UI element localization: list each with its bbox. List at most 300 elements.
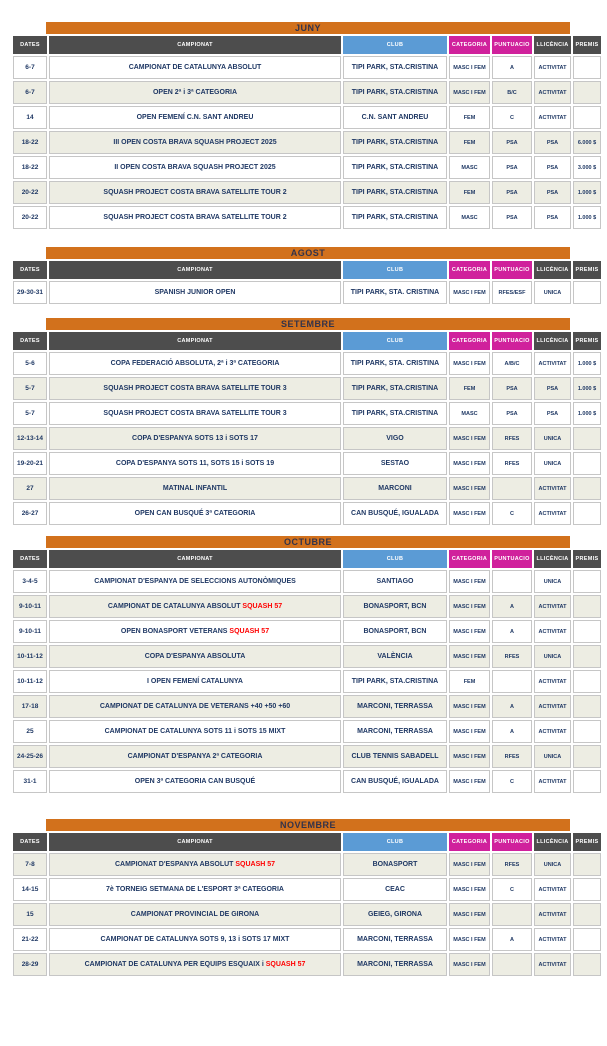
column-header-categoria: CATEGORIA (449, 261, 490, 279)
column-header-club: CLUB (343, 36, 447, 54)
cell-categoria: FEM (449, 106, 490, 129)
cell-puntuacio (492, 903, 532, 926)
campionat-text: CAMPIONAT D'ESPANYA 2ª CATEGORIA (127, 753, 263, 760)
column-header-puntuacio: PUNTUACIO (492, 261, 532, 279)
campionat-text: SQUASH PROJECT COSTA BRAVA SATELLITE TOUR 3 (103, 385, 287, 392)
campionat-text: OPEN CAN BUSQUÉ 3ª CATEGORIA (134, 510, 256, 517)
cell-club: SANTIAGO (343, 570, 447, 593)
cell-llicencia: ACTIVITAT (534, 695, 571, 718)
cell-campionat (49, 281, 341, 304)
table-row (13, 853, 601, 876)
cell-campionat (49, 206, 341, 229)
column-header-dates: DATES (13, 550, 47, 568)
cell-llicencia: ACTIVITAT (534, 56, 571, 79)
column-header-llicncia: LLICÈNCIA (534, 261, 571, 279)
campionat-text: OPEN 2ª i 3ª CATEGORIA (152, 89, 237, 96)
cell-categoria: MASC I FEM (449, 620, 490, 643)
month-label: NOVEMBRE (279, 820, 336, 830)
month-label: OCTUBRE (284, 537, 332, 547)
campionat-text: COPA D'ESPANYA ABSOLUTA (144, 653, 246, 660)
month-header (46, 536, 570, 548)
campionat-text: CAMPIONAT DE CATALUNYA PER EQUIPS ESQUAIX i (84, 961, 264, 968)
cell-club: TIPI PARK, STA.CRISTINA (343, 670, 447, 693)
cell-dates: 9-10-11 (13, 595, 47, 618)
month-header (46, 819, 570, 831)
campionat-highlight: SQUASH 57 (233, 861, 276, 868)
cell-campionat (49, 131, 341, 154)
campionat-text: OPEN FEMENÍ C.N. SANT ANDREU (136, 114, 254, 121)
cell-campionat (49, 878, 341, 901)
column-header-premis: PREMIS (573, 261, 601, 279)
cell-dates: 5-7 (13, 402, 47, 425)
table-row (13, 770, 601, 793)
cell-puntuacio: A (492, 928, 532, 951)
cell-puntuacio: C (492, 770, 532, 793)
cell-premis (573, 695, 601, 718)
cell-llicencia: ACTIVITAT (534, 106, 571, 129)
cell-dates: 12-13-14 (13, 427, 47, 450)
cell-premis (573, 670, 601, 693)
cell-puntuacio: B/C (492, 81, 532, 104)
column-header-puntuacio: PUNTUACIO (492, 332, 532, 350)
cell-puntuacio: C (492, 502, 532, 525)
cell-campionat (49, 377, 341, 400)
campionat-text: OPEN 3ª CATEGORIA CAN BUSQUÉ (134, 778, 256, 785)
cell-llicencia: PSA (534, 377, 571, 400)
column-header-premis: PREMIS (573, 550, 601, 568)
cell-campionat (49, 695, 341, 718)
cell-premis: 1.000 $ (573, 352, 601, 375)
cell-club: MARCONI, TERRASSA (343, 928, 447, 951)
cell-campionat (49, 770, 341, 793)
cell-club: CLUB TENNIS SABADELL (343, 745, 447, 768)
cell-categoria: MASC I FEM (449, 770, 490, 793)
campionat-text: MATINAL INFANTIL (162, 485, 228, 492)
cell-club: MARCONI, TERRASSA (343, 720, 447, 743)
cell-premis (573, 645, 601, 668)
cell-llicencia: ACTIVITAT (534, 903, 571, 926)
cell-premis: 1.000 $ (573, 181, 601, 204)
cell-campionat (49, 953, 341, 976)
cell-categoria: MASC I FEM (449, 695, 490, 718)
column-header-dates: DATES (13, 332, 47, 350)
month-section (11, 318, 603, 527)
cell-llicencia: ACTIVITAT (534, 770, 571, 793)
column-header-llicncia: LLICÈNCIA (534, 833, 571, 851)
cell-premis: 6.000 $ (573, 131, 601, 154)
cell-premis (573, 620, 601, 643)
cell-dates: 20-22 (13, 181, 47, 204)
month-label: JUNY (294, 23, 321, 33)
cell-campionat (49, 595, 341, 618)
column-header-puntuacio: PUNTUACIO (492, 550, 532, 568)
cell-campionat (49, 427, 341, 450)
cell-categoria: MASC (449, 402, 490, 425)
cell-campionat (49, 903, 341, 926)
cell-puntuacio: RFES (492, 645, 532, 668)
cell-llicencia: ACTIVITAT (534, 477, 571, 500)
cell-premis (573, 953, 601, 976)
campionat-text: SQUASH PROJECT COSTA BRAVA SATELLITE TOUR 2 (103, 214, 287, 221)
calendar (0, 22, 607, 978)
cell-dates: 14 (13, 106, 47, 129)
table-row (13, 695, 601, 718)
schedule-table (11, 34, 603, 231)
cell-categoria: MASC I FEM (449, 878, 490, 901)
cell-premis (573, 502, 601, 525)
month-header (46, 247, 570, 259)
cell-club: BONASPORT (343, 853, 447, 876)
cell-llicencia: ACTIVITAT (534, 720, 571, 743)
column-header-campionat: CAMPIONAT (49, 36, 341, 54)
column-header-llicncia: LLICÈNCIA (534, 550, 571, 568)
cell-campionat (49, 745, 341, 768)
campionat-text: CAMPIONAT DE CATALUNYA DE VETERANS +40 +50 +60 (99, 703, 291, 710)
schedule-table (11, 548, 603, 795)
month-section (11, 819, 603, 978)
cell-llicencia: ACTIVITAT (534, 595, 571, 618)
cell-llicencia: ACTIVITAT (534, 620, 571, 643)
cell-categoria: MASC (449, 206, 490, 229)
column-header-puntuacio: PUNTUACIO (492, 36, 532, 54)
cell-llicencia: ACTIVITAT (534, 81, 571, 104)
cell-club: VALÈNCIA (343, 645, 447, 668)
cell-llicencia: UNICA (534, 452, 571, 475)
table-row (13, 181, 601, 204)
cell-categoria: FEM (449, 131, 490, 154)
cell-categoria: FEM (449, 377, 490, 400)
cell-puntuacio: A (492, 56, 532, 79)
cell-premis (573, 81, 601, 104)
cell-premis (573, 452, 601, 475)
table-row (13, 56, 601, 79)
campionat-text: SPANISH JUNIOR OPEN (154, 289, 236, 296)
month-section (11, 247, 603, 306)
table-row (13, 452, 601, 475)
header-row (13, 36, 601, 54)
cell-puntuacio: A (492, 620, 532, 643)
cell-club: TIPI PARK, STA. CRISTINA (343, 281, 447, 304)
table-row (13, 156, 601, 179)
column-header-categoria: CATEGORIA (449, 833, 490, 851)
table-row (13, 377, 601, 400)
table-row (13, 281, 601, 304)
cell-premis (573, 106, 601, 129)
cell-categoria: MASC I FEM (449, 477, 490, 500)
cell-dates: 19-20-21 (13, 452, 47, 475)
campionat-highlight: SQUASH 57 (227, 628, 270, 635)
cell-puntuacio: C (492, 106, 532, 129)
table-row (13, 570, 601, 593)
table-row (13, 670, 601, 693)
cell-llicencia: PSA (534, 156, 571, 179)
table-row (13, 502, 601, 525)
table-row (13, 620, 601, 643)
cell-categoria: MASC I FEM (449, 853, 490, 876)
cell-puntuacio: RFES (492, 452, 532, 475)
cell-puntuacio (492, 570, 532, 593)
campionat-text: CAMPIONAT D'ESPANYA DE SELECCIONS AUTONÒMIQUES (94, 578, 296, 585)
cell-club: TIPI PARK, STA.CRISTINA (343, 156, 447, 179)
cell-club: BONASPORT, BCN (343, 620, 447, 643)
cell-puntuacio: RFES (492, 853, 532, 876)
cell-campionat (49, 502, 341, 525)
cell-dates: 5-7 (13, 377, 47, 400)
column-header-campionat: CAMPIONAT (49, 550, 341, 568)
table-row (13, 427, 601, 450)
cell-llicencia: UNICA (534, 570, 571, 593)
cell-club: TIPI PARK, STA.CRISTINA (343, 377, 447, 400)
cell-llicencia: PSA (534, 131, 571, 154)
cell-puntuacio: PSA (492, 402, 532, 425)
cell-campionat (49, 452, 341, 475)
table-row (13, 352, 601, 375)
cell-llicencia: UNICA (534, 745, 571, 768)
cell-premis (573, 903, 601, 926)
cell-llicencia: ACTIVITAT (534, 352, 571, 375)
campionat-text: III OPEN COSTA BRAVA SQUASH PROJECT 2025 (113, 139, 277, 146)
cell-campionat (49, 928, 341, 951)
cell-dates: 18-22 (13, 131, 47, 154)
cell-premis (573, 477, 601, 500)
cell-campionat (49, 570, 341, 593)
month-header (46, 318, 570, 330)
cell-puntuacio: A (492, 720, 532, 743)
cell-categoria: MASC I FEM (449, 427, 490, 450)
header-row (13, 550, 601, 568)
cell-llicencia: PSA (534, 402, 571, 425)
cell-campionat (49, 352, 341, 375)
cell-categoria: FEM (449, 670, 490, 693)
column-header-club: CLUB (343, 332, 447, 350)
table-row (13, 745, 601, 768)
campionat-text: CAMPIONAT DE CATALUNYA ABSOLUT (107, 603, 241, 610)
column-header-premis: PREMIS (573, 36, 601, 54)
cell-puntuacio: A (492, 595, 532, 618)
cell-premis (573, 56, 601, 79)
cell-llicencia: ACTIVITAT (534, 928, 571, 951)
cell-club: TIPI PARK, STA.CRISTINA (343, 81, 447, 104)
cell-club: CAN BUSQUÉ, IGUALADA (343, 770, 447, 793)
cell-club: CEAC (343, 878, 447, 901)
campionat-highlight: SQUASH 57 (240, 603, 283, 610)
column-header-campionat: CAMPIONAT (49, 332, 341, 350)
cell-campionat (49, 620, 341, 643)
table-row (13, 928, 601, 951)
cell-dates: 20-22 (13, 206, 47, 229)
cell-puntuacio: PSA (492, 131, 532, 154)
cell-club: VIGO (343, 427, 447, 450)
campionat-text: CAMPIONAT DE CATALUNYA SOTS 11 i SOTS 15 MIXT (104, 728, 286, 735)
cell-premis (573, 770, 601, 793)
cell-dates: 27 (13, 477, 47, 500)
table-row (13, 477, 601, 500)
schedule-table (11, 259, 603, 306)
cell-campionat (49, 81, 341, 104)
column-header-llicncia: LLICÈNCIA (534, 332, 571, 350)
cell-campionat (49, 645, 341, 668)
cell-dates: 21-22 (13, 928, 47, 951)
cell-puntuacio (492, 953, 532, 976)
cell-llicencia: UNICA (534, 645, 571, 668)
cell-campionat (49, 720, 341, 743)
cell-club: C.N. SANT ANDREU (343, 106, 447, 129)
cell-campionat (49, 156, 341, 179)
column-header-categoria: CATEGORIA (449, 550, 490, 568)
campionat-text: CAMPIONAT D'ESPANYA ABSOLUT (114, 861, 234, 868)
cell-categoria: MASC I FEM (449, 645, 490, 668)
cell-dates: 25 (13, 720, 47, 743)
cell-campionat (49, 56, 341, 79)
cell-club: BONASPORT, BCN (343, 595, 447, 618)
cell-campionat (49, 181, 341, 204)
cell-dates: 14-15 (13, 878, 47, 901)
cell-categoria: MASC I FEM (449, 570, 490, 593)
cell-dates: 6-7 (13, 56, 47, 79)
cell-llicencia: PSA (534, 206, 571, 229)
column-header-puntuacio: PUNTUACIO (492, 833, 532, 851)
table-row (13, 106, 601, 129)
table-row (13, 645, 601, 668)
cell-club: TIPI PARK, STA.CRISTINA (343, 131, 447, 154)
cell-llicencia: ACTIVITAT (534, 670, 571, 693)
cell-puntuacio: RFES (492, 745, 532, 768)
cell-llicencia: ACTIVITAT (534, 502, 571, 525)
cell-campionat (49, 670, 341, 693)
cell-club: TIPI PARK, STA.CRISTINA (343, 206, 447, 229)
campionat-text: SQUASH PROJECT COSTA BRAVA SATELLITE TOUR 3 (103, 410, 287, 417)
schedule-table (11, 330, 603, 527)
column-header-categoria: CATEGORIA (449, 36, 490, 54)
cell-puntuacio: PSA (492, 156, 532, 179)
cell-categoria: MASC I FEM (449, 595, 490, 618)
column-header-club: CLUB (343, 833, 447, 851)
cell-puntuacio: RFES/ESF (492, 281, 532, 304)
cell-llicencia: UNICA (534, 853, 571, 876)
table-row (13, 595, 601, 618)
campionat-text: CAMPIONAT DE CATALUNYA ABSOLUT (128, 64, 262, 71)
cell-puntuacio: C (492, 878, 532, 901)
cell-premis (573, 928, 601, 951)
cell-categoria: MASC I FEM (449, 502, 490, 525)
table-row (13, 903, 601, 926)
column-header-campionat: CAMPIONAT (49, 261, 341, 279)
cell-puntuacio (492, 477, 532, 500)
schedule-table (11, 831, 603, 978)
cell-puntuacio: RFES (492, 427, 532, 450)
campionat-text: CAMPIONAT PROVINCIAL DE GIRONA (130, 911, 260, 918)
cell-categoria: FEM (449, 181, 490, 204)
column-header-llicncia: LLICÈNCIA (534, 36, 571, 54)
cell-dates: 10-11-12 (13, 645, 47, 668)
cell-llicencia: UNICA (534, 427, 571, 450)
cell-puntuacio (492, 670, 532, 693)
cell-dates: 15 (13, 903, 47, 926)
month-section (11, 536, 603, 795)
column-header-categoria: CATEGORIA (449, 332, 490, 350)
campionat-highlight: SQUASH 57 (263, 961, 306, 968)
cell-premis: 1.000 $ (573, 402, 601, 425)
cell-categoria: MASC I FEM (449, 745, 490, 768)
column-header-club: CLUB (343, 550, 447, 568)
cell-premis: 3.000 $ (573, 156, 601, 179)
cell-categoria: MASC I FEM (449, 56, 490, 79)
cell-premis (573, 281, 601, 304)
cell-campionat (49, 853, 341, 876)
header-row (13, 332, 601, 350)
month-label: SETEMBRE (280, 319, 335, 329)
cell-premis (573, 853, 601, 876)
cell-puntuacio: PSA (492, 377, 532, 400)
cell-club: CAN BUSQUÉ, IGUALADA (343, 502, 447, 525)
column-header-dates: DATES (13, 833, 47, 851)
cell-premis: 1.000 $ (573, 206, 601, 229)
cell-dates: 24-25-26 (13, 745, 47, 768)
cell-club: TIPI PARK, STA.CRISTINA (343, 181, 447, 204)
campionat-text: SQUASH PROJECT COSTA BRAVA SATELLITE TOUR 2 (103, 189, 287, 196)
table-row (13, 81, 601, 104)
cell-categoria: MASC (449, 156, 490, 179)
cell-premis (573, 720, 601, 743)
cell-categoria: MASC I FEM (449, 720, 490, 743)
cell-llicencia: ACTIVITAT (534, 953, 571, 976)
cell-dates: 9-10-11 (13, 620, 47, 643)
cell-club: TIPI PARK, STA. CRISTINA (343, 352, 447, 375)
cell-categoria: MASC I FEM (449, 281, 490, 304)
cell-club: SESTAO (343, 452, 447, 475)
cell-dates: 7-8 (13, 853, 47, 876)
cell-dates: 10-11-12 (13, 670, 47, 693)
cell-dates: 5-6 (13, 352, 47, 375)
table-row (13, 953, 601, 976)
campionat-text: COPA FEDERACIÓ ABSOLUTA, 2ª i 3ª CATEGORIA (110, 360, 280, 367)
column-header-premis: PREMIS (573, 332, 601, 350)
cell-premis (573, 745, 601, 768)
column-header-dates: DATES (13, 36, 47, 54)
campionat-text: COPA D'ESPANYA SOTS 13 i SOTS 17 (132, 435, 258, 442)
header-row (13, 833, 601, 851)
cell-categoria: MASC I FEM (449, 953, 490, 976)
cell-dates: 17-18 (13, 695, 47, 718)
cell-puntuacio: PSA (492, 206, 532, 229)
month-label: AGOST (290, 248, 326, 258)
cell-categoria: MASC I FEM (449, 928, 490, 951)
campionat-text: CAMPIONAT DE CATALUNYA SOTS 9, 13 i SOTS 17 MIXT (100, 936, 290, 943)
table-row (13, 131, 601, 154)
column-header-dates: DATES (13, 261, 47, 279)
cell-campionat (49, 106, 341, 129)
cell-puntuacio: PSA (492, 181, 532, 204)
campionat-text: OPEN BONASPORT VETERANS (120, 628, 228, 635)
cell-campionat (49, 402, 341, 425)
cell-puntuacio: A/B/C (492, 352, 532, 375)
cell-dates: 28-29 (13, 953, 47, 976)
cell-premis (573, 595, 601, 618)
cell-dates: 18-22 (13, 156, 47, 179)
cell-campionat (49, 477, 341, 500)
cell-premis (573, 427, 601, 450)
month-header (46, 22, 570, 34)
campionat-text: I OPEN FEMENÍ CATALUNYA (147, 678, 243, 685)
campionat-text: COPA D'ESPANYA SOTS 11, SOTS 15 i SOTS 19 (115, 460, 275, 467)
cell-club: TIPI PARK, STA.CRISTINA (343, 56, 447, 79)
cell-dates: 31-1 (13, 770, 47, 793)
month-section (11, 22, 603, 231)
cell-llicencia: UNICA (534, 281, 571, 304)
cell-club: GEIEG, GIRONA (343, 903, 447, 926)
cell-club: TIPI PARK, STA.CRISTINA (343, 402, 447, 425)
cell-dates: 26-27 (13, 502, 47, 525)
